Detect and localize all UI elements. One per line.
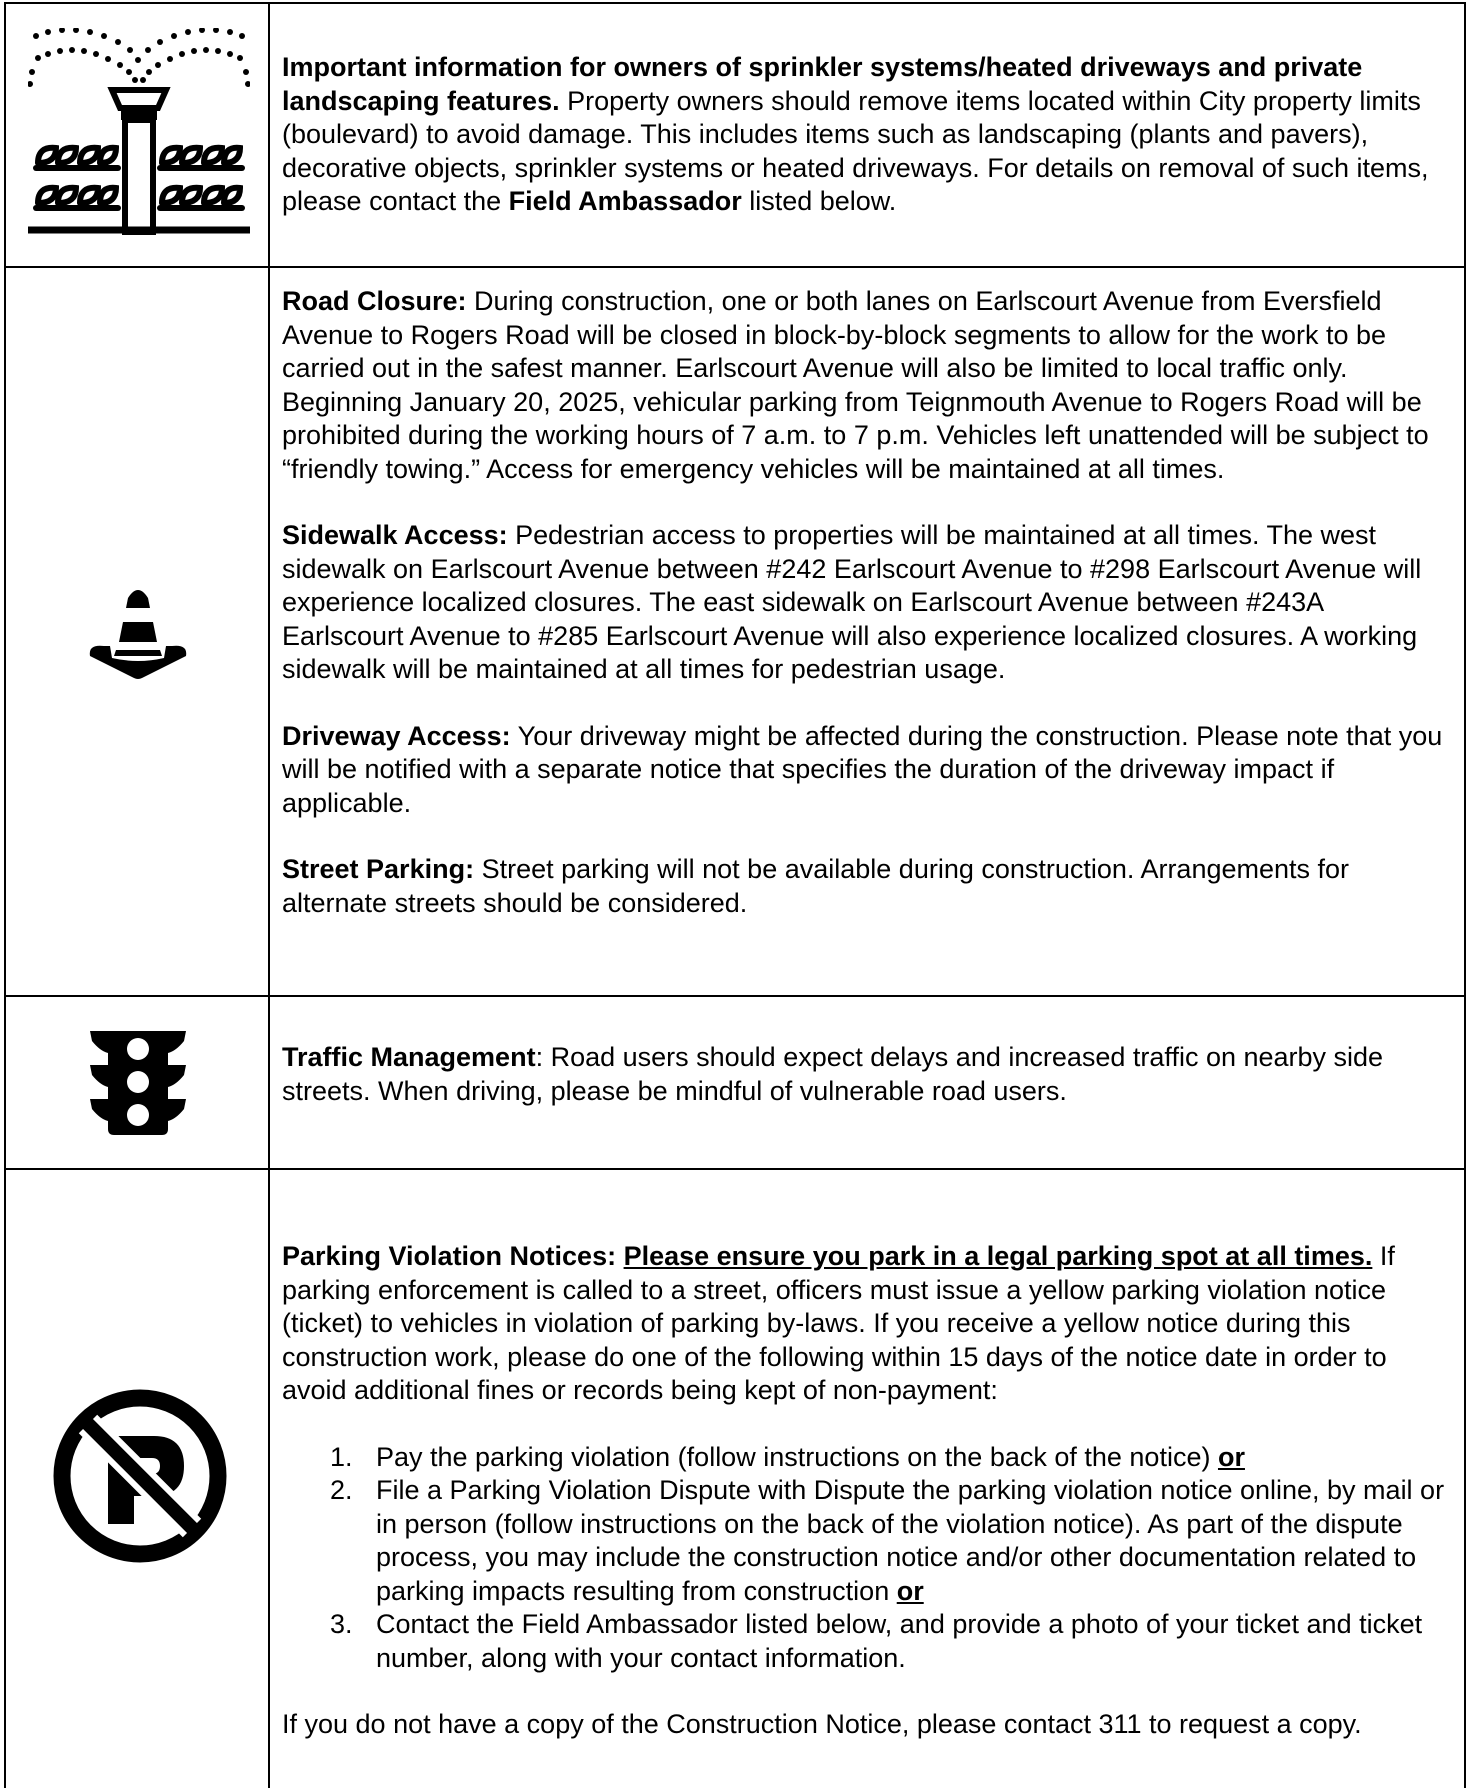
sidewalk-text: Pedestrian access to properties will be maintained at all times. The west sidewalk on Earlscourt Avenue between #242 Earlscourt Avenue to #298 Earlscourt Avenue will experience localized closures. The east sidewalk on Earlscourt Avenue between #243A Earlscourt Avenue to #285 Earlscourt Avenue will also experience localized closures. A working sidewalk will be maintained at all times for pedestrian usage. [282, 520, 1422, 684]
sprinkler-text [282, 51, 1450, 219]
construction-text [282, 285, 1450, 920]
list-item-text: Contact the Field Ambassador listed below, and provide a photo of your ticket and ticket number, along with your contact information. [376, 1609, 1423, 1673]
road-closure-label: Road Closure: [282, 286, 467, 316]
traffic-cone-icon [88, 584, 188, 680]
driveway-text: Your driveway might be affected during the construction. Please note that you will be notified with a separate notice that specifies the duration of the driveway impact if applicable. [282, 720, 1443, 818]
list-number: 2. [330, 1475, 353, 1505]
list-item-text: File a Parking Violation Dispute with Dispute the parking violation notice online, by mail or in person (follow instructions on the back of the violation notice). As part of the dispute process, you may include the construction notice and/or other documentation related to parking impacts resulting from construction [376, 1475, 1445, 1606]
no-parking-icon [52, 1388, 228, 1564]
sprinkler-icon-cell [6, 4, 270, 266]
construction-row [4, 266, 1466, 995]
or-word: or [1217, 1441, 1245, 1472]
sprinkler-paragraph [282, 51, 1450, 219]
list-item [282, 1474, 1450, 1608]
street-parking-paragraph [282, 853, 1450, 920]
field-ambassador-text: Field Ambassador [508, 186, 742, 216]
information-table [4, 2, 1466, 1782]
violations-emphasis: Please ensure you park in a legal parking spot at all times. [623, 1241, 1373, 1271]
violations-row [4, 1168, 1466, 1788]
street-parking-label: Street Parking: [282, 854, 475, 884]
violations-label: Parking Violation Notices: [282, 1241, 624, 1271]
traffic-cone-icon-cell [6, 268, 270, 995]
sprinkler-heading: Important information for owners of sprinkler systems/heated driveways and private landscaping features. [282, 52, 1363, 116]
driveway-label: Driveway Access: [282, 720, 511, 751]
traffic-light-icon [90, 1027, 186, 1137]
road-closure-text: During construction, one or both lanes on Earlscourt Avenue from Eversfield Avenue to Rogers Road will be closed in block-by-block segments to allow for the work to be carried out in the safest manner. Earlscourt Avenue will also be limited to local traffic only. Beginning January 20, 2025, vehicular parking from Teignmouth Avenue to Rogers Road will be prohibited during the working hours of 7 a.m. to 7 p.m. Vehicles left unattended will be subject to “friendly towing.” Access for emergency vehicles will be maintained at all times. [282, 286, 1429, 484]
sprinkler-row [4, 2, 1466, 266]
driveway-paragraph [282, 720, 1450, 821]
or-word: or [896, 1575, 924, 1606]
violations-intro: If parking enforcement is called to a street, officers must issue a yellow parking violation notice (ticket) to vehicles in violation of parking by-laws. If you receive a yellow notice during this construction work, please do one of the following within 15 days of the notice date in order to avoid additional fines or records being kept of non-payment: [282, 1241, 1395, 1405]
traffic-light-icon-cell [6, 997, 270, 1168]
sprinkler-body-1: Property owners should remove items located within City property limits (boulevard) to avoid damage. This includes items such as landscaping (plants and pavers), decorative objects, sprinkler systems or heated driveways. For details on removal of such items, please contact the [282, 85, 1429, 216]
violation-options-list [282, 1441, 1450, 1676]
traffic-row [4, 995, 1466, 1168]
traffic-text [282, 1041, 1450, 1108]
list-item [282, 1441, 1450, 1475]
violations-footer: If you do not have a copy of the Construction Notice, please contact 311 to request a copy. [282, 1709, 1362, 1739]
traffic-paragraph [282, 1041, 1450, 1108]
sprinkler-body-2: listed below. [741, 186, 897, 216]
sprinkler-icon [28, 28, 250, 238]
list-item [282, 1608, 1450, 1675]
road-closure-paragraph [282, 285, 1450, 486]
list-item-text: Pay the parking violation (follow instructions on the back of the notice) [376, 1441, 1218, 1472]
violations-text [282, 1240, 1450, 1742]
traffic-label: Traffic Management [282, 1042, 536, 1072]
traffic-body: : Road users should expect delays and increased traffic on nearby side streets. When driving, please be mindful of vulnerable road users. [282, 1042, 1384, 1106]
list-number: 1. [330, 1441, 353, 1472]
violations-intro-paragraph [282, 1240, 1450, 1408]
no-parking-icon-cell [6, 1170, 270, 1788]
sidewalk-label: Sidewalk Access: [282, 520, 508, 550]
sidewalk-paragraph [282, 519, 1450, 687]
list-number: 3. [330, 1609, 353, 1639]
street-parking-text: Street parking will not be available during construction. Arrangements for alternate streets should be considered. [282, 854, 1350, 918]
